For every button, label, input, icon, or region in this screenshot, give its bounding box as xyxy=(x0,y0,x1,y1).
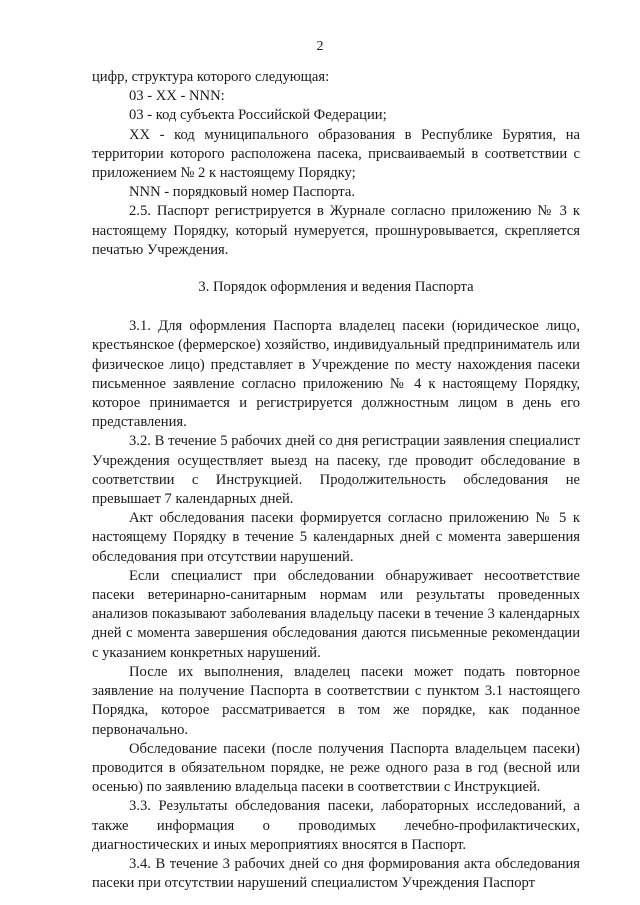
paragraph: После их выполнения, владелец пасеки может подать повторное заявление на получение Паспорта в соответствии с пунктом 3.1 настоящего Порядка, которое рассматривается в том же порядке, как поданное первоначально. xyxy=(92,663,580,738)
paragraph: NNN - порядковый номер Паспорта. xyxy=(129,184,355,201)
section-heading: 3. Порядок оформления и ведения Паспорта xyxy=(198,279,474,296)
document-body xyxy=(92,68,580,893)
paragraph: 03 - XX - NNN: xyxy=(129,88,225,105)
paragraph: цифр, структура которого следующая: xyxy=(92,69,330,85)
paragraph: 3.2. В течение 5 рабочих дней со дня регистрации заявления специалист Учреждения осуществляет выезд на пасеку, где проводит обследование в соответствии с Инструкцией. Продолжительность обследования не превышает 7 календарных дней. xyxy=(92,433,580,508)
paragraph: 2.5. Паспорт регистрируется в Журнале согласно приложению № 3 к настоящему Порядку, который нумеруется, прошнуровывается, скрепляется печатью Учреждения. xyxy=(92,203,580,258)
page-number: 2 xyxy=(316,39,324,54)
paragraph: Обследование пасеки (после получения Паспорта владельцем пасеки) проводится в обязательном порядке, не реже одного раза в год (весной или осенью) по заявлению владельца пасеки в соответствии с Инструкцией. xyxy=(92,740,580,796)
paragraph: Акт обследования пасеки формируется согласно приложению № 5 к настоящему Порядку в течение 5 календарных дней с момента завершения обследования при отсутствии нарушений. xyxy=(92,510,580,565)
paragraph: 3.1. Для оформления Паспорта владелец пасеки (юридическое лицо, крестьянское (фермерское) хозяйство, индивидуальный предприниматель или физическое лицо) представляет в Учреждение по месту нахождения пасеки письменное заявление согласно приложению № 4 к настоящему Порядку, которое принимается и регистрируется должностным лицом в день его представления. xyxy=(92,318,580,431)
paragraph: XX - код муниципального образования в Республике Бурятия, на территории которого расположена пасека, присваиваемый в соответствии с приложением № 2 к настоящему Порядку; xyxy=(92,126,580,182)
paragraph: 3.3. Результаты обследования пасеки, лабораторных исследований, а также информация о проводимых лечебно-профилактических, диагностических и иных мероприятиях вносятся в Паспорт. xyxy=(92,798,580,853)
paragraph: 3.4. В течение 3 рабочих дней со дня формирования акта обследования пасеки при отсутствии нарушений специалистом Учреждения Паспорт xyxy=(92,855,580,892)
paragraph: 03 - код субъекта Российской Федерации; xyxy=(129,107,387,124)
paragraph: Если специалист при обследовании обнаруживает несоответствие пасеки ветеринарно-санитарным нормам или результаты проведенных анализов показывают заболевания владельцу пасеки в течение 3 календарных дней с момента завершения обследования даются письменные рекомендации с указанием конкретных нарушений. xyxy=(92,567,580,661)
